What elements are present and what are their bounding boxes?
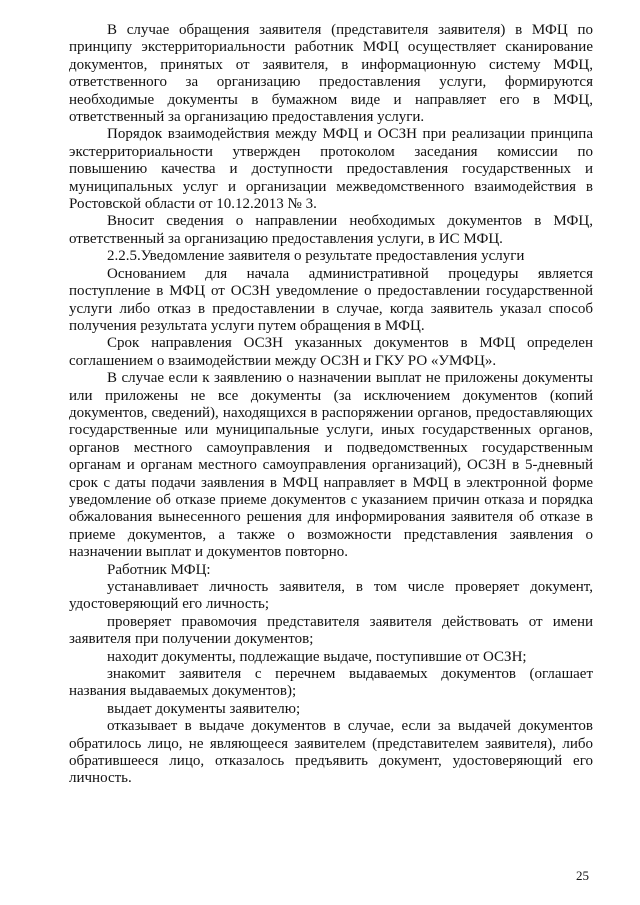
paragraph: Порядок взаимодействия между МФЦ и ОСЗН при реализации принципа экстерриториальности утвержден протоколом заседания комиссии по повышению качества и доступности предоставления государственных и муниципальных услуг и организации межведомственного взаимодействия в Ростовской области от 10.12.2013 № 3. [69,126,593,213]
paragraph: В случае обращения заявителя (представителя заявителя) в МФЦ по принципу экстерриториальности работник МФЦ осуществляет сканирование документов, принятых от заявителя, в информационную систему МФЦ, ответственного за организацию предоставления услуги, формируются необходимые документы в бумажном виде и направляет его в МФЦ, ответственный за организацию предоставления услуги. [69,22,593,126]
list-item: проверяет правомочия представителя заявителя действовать от имени заявителя при получении документов; [69,613,593,648]
paragraph: Работник МФЦ: [107,561,211,578]
list-item: находит документы, подлежащие выдаче, поступившие от ОСЗН; [107,648,527,665]
paragraph: Основанием для начала административной процедуры является поступление в МФЦ от ОСЗН уведомление о предоставлении государственной услуги либо отказ в предоставлении в случае, когда заявитель указал способ получения результата услуги путем обращения в МФЦ. [69,265,593,334]
paragraph: Срок направления ОСЗН указанных документов в МФЦ определен соглашением о взаимодействии между ОСЗН и ГКУ РО «УМФЦ». [69,335,593,369]
paragraph: В случае если к заявлению о назначении выплат не приложены документы или приложены не все документы (за исключением документов (копий документов, сведений), находящихся в распоряжении органов, предоставляющих государственные или муниципальные услуги, иных государственных органов, органов местного самоуправления и подведомственных государственным органам и органам местного самоуправления организаций), ОСЗН в 5-дневный срок с даты подачи заявления в МФЦ направляет в МФЦ в электронной форме уведомление об отказе приеме документов с указанием причин отказа и порядка обжалования вынесенного решения для информирования заявителя об отказе в приеме документов, а также о возможности представления заявления о назначении выплат и документов повторно. [69,370,593,561]
paragraph: Вносит сведения о направлении необходимых документов в МФЦ, ответственный за организацию предоставления услуги, в ИС МФЦ. [69,213,593,247]
page-number: 25 [576,868,589,883]
list-item: знакомит заявителя с перечнем выдаваемых документов (оглашает названия выдаваемых документов); [69,666,593,700]
list-item: устанавливает личность заявителя, в том числе проверяет документ, удостоверяющий его личность; [69,579,593,613]
document-body [69,22,593,788]
section-heading: 2.2.5.Уведомление заявителя о результате предоставления услуги [107,248,525,265]
list-item: отказывает в выдаче документов в случае, если за выдачей документов обратилось лицо, не являющееся заявителем (представителем заявителя), либо обратившееся лицо, отказалось предъявить документ, удостоверяющий его личность. [69,718,593,787]
list-item: выдает документы заявителю; [107,700,301,717]
